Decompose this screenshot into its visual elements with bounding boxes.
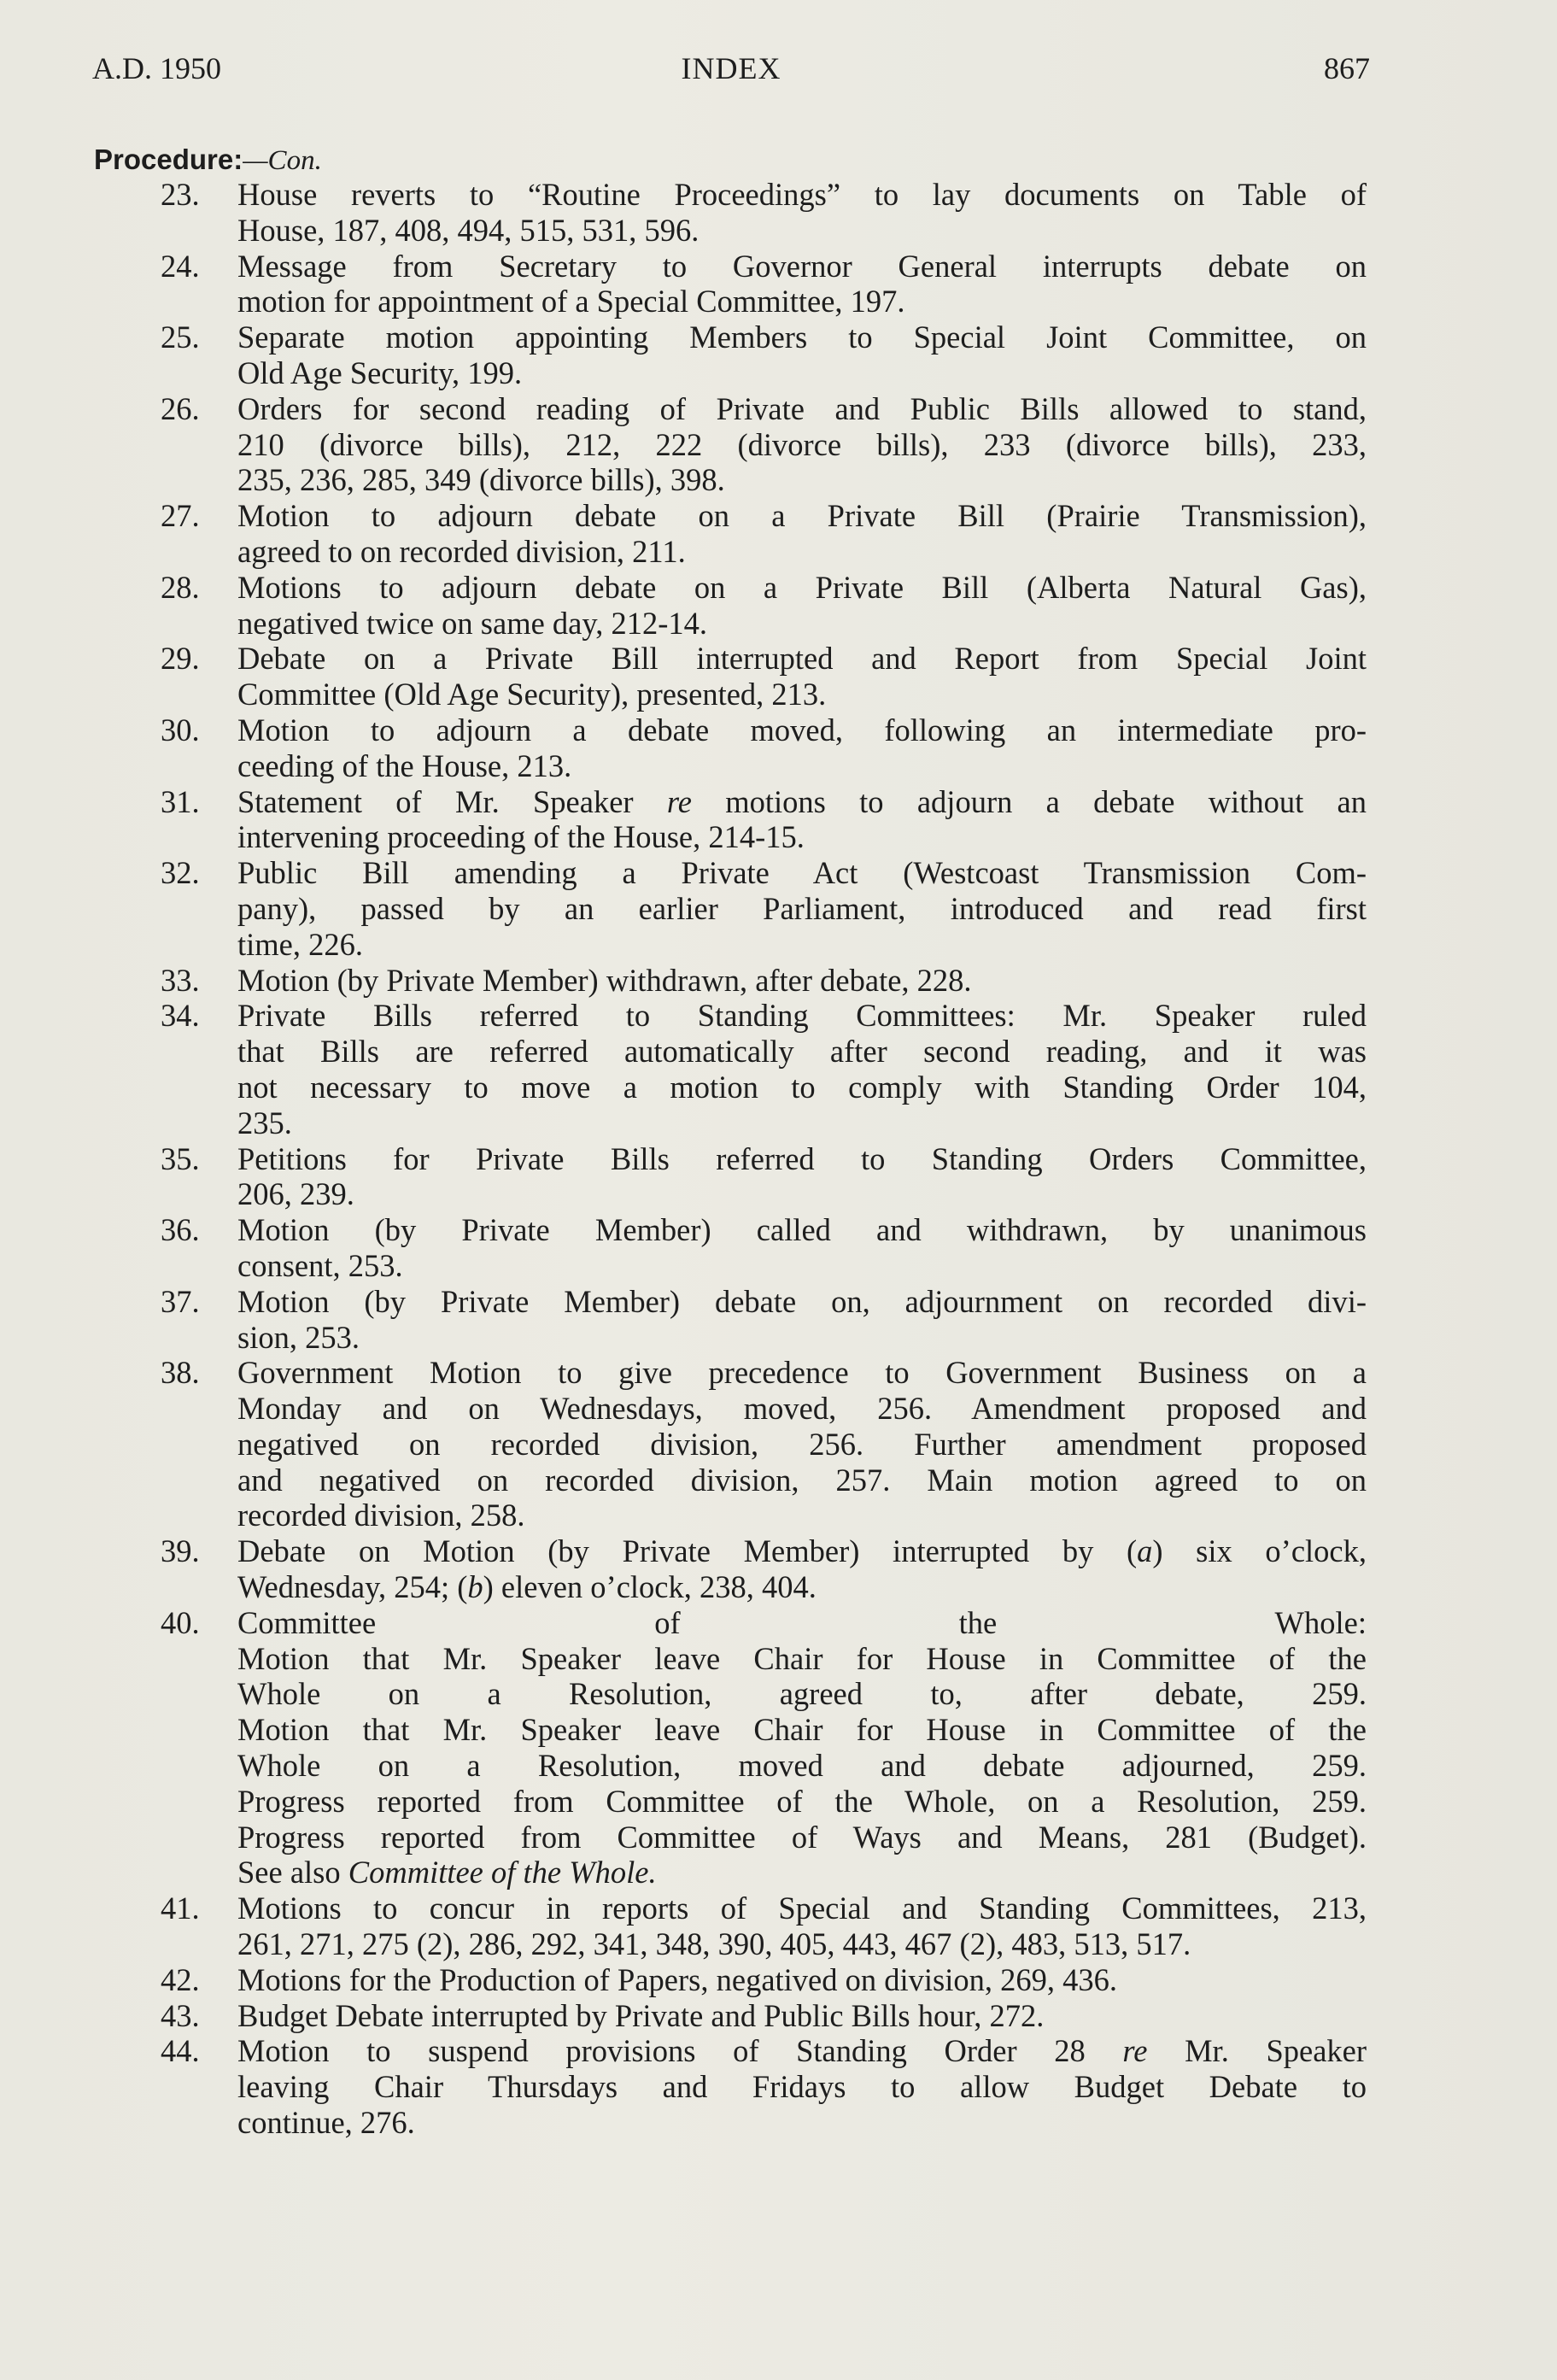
entry-line: not necessary to move a motion to comply with Standing Order 104, [237, 1069, 1367, 1105]
entry-line: Public Bill amending a Private Act (Westcoast Transmission Com- [237, 855, 1367, 891]
entry-number: 39. [161, 1533, 200, 1569]
index-entry [161, 2033, 1367, 2140]
entry-line: 261, 271, 275 (2), 286, 292, 341, 348, 390, 405, 443, 467 (2), 483, 513, 517. [237, 1926, 1191, 1962]
entry-line: Orders for second reading of Private and Public Bills allowed to stand, [237, 390, 1367, 426]
index-entry [161, 1141, 1367, 1213]
index-entry-list [161, 177, 1367, 2141]
entry-line: Statement of Mr. Speaker re motions to adjourn a debate without an [237, 783, 1367, 819]
entry-line: consent, 253. [237, 1247, 403, 1283]
entry-line: Motion that Mr. Speaker leave Chair for House in Committee of the [237, 1640, 1367, 1676]
index-entry [161, 1891, 1367, 1962]
header-title: INDEX [681, 51, 781, 85]
entry-line: Budget Debate interrupted by Private and Public Bills hour, 272. [237, 1997, 1045, 2033]
entry-line: Petitions for Private Bills referred to Standing Orders Committee, [237, 1140, 1367, 1176]
entry-line: negatived twice on same day, 212-14. [237, 605, 708, 641]
index-entry [161, 570, 1367, 642]
entry-line: Motions for the Production of Papers, negatived on division, 269, 436. [237, 1961, 1118, 1997]
entry-line: Motion to adjourn a debate moved, following an intermediate pro- [237, 712, 1367, 747]
entry-number: 26. [161, 390, 200, 426]
entry-number: 29. [161, 641, 200, 677]
entry-line: agreed to on recorded division, 211. [237, 533, 686, 569]
index-entry [161, 319, 1367, 391]
entry-line: negatived on recorded division, 256. Further amendment proposed [237, 1426, 1367, 1462]
entry-line: time, 226. [237, 926, 363, 962]
entry-line: leaving Chair Thursdays and Fridays to allow Budget Debate to [237, 2069, 1367, 2105]
index-entry [161, 177, 1367, 249]
index-entry [161, 391, 1367, 498]
entry-line: Motions to adjourn debate on a Private Bill (Alberta Natural Gas), [237, 569, 1367, 605]
index-entry [161, 1533, 1367, 1605]
entry-line: and negatived on recorded division, 257. Main motion agreed to on [237, 1462, 1367, 1498]
entry-number: 25. [161, 319, 200, 355]
entry-line: Motion (by Private Member) debate on, adjournment on recorded divi- [237, 1283, 1367, 1319]
entry-line: Committee (Old Age Security), presented, 213. [237, 677, 827, 712]
index-entry [161, 1355, 1367, 1533]
index-entry [161, 1998, 1367, 2034]
entry-line: Motion that Mr. Speaker leave Chair for House in Committee of the [237, 1712, 1367, 1748]
entry-line: Progress reported from Committee of the Whole, on a Resolution, 259. [237, 1783, 1367, 1819]
entry-line: House reverts to “Routine Proceedings” to lay documents on Table of [237, 177, 1367, 212]
index-entry [161, 498, 1367, 570]
entry-line: Motions to concur in reports of Special and Standing Committees, 213, [237, 1891, 1367, 1926]
index-entry [161, 784, 1367, 856]
entry-line: Motion to adjourn debate on a Private Bill (Prairie Transmission), [237, 498, 1367, 534]
entry-number: 37. [161, 1283, 200, 1319]
entry-line: 210 (divorce bills), 212, 222 (divorce bills), 233 (divorce bills), 233, [237, 426, 1367, 462]
entry-line: Old Age Security, 199. [237, 355, 523, 390]
entry-line: Progress reported from Committee of Ways and Means, 281 (Budget). [237, 1819, 1367, 1855]
entry-line: 206, 239. [237, 1176, 354, 1212]
entry-line: Debate on Motion (by Private Member) interrupted by (a) six o’clock, [237, 1533, 1367, 1569]
entry-line: Whole on a Resolution, agreed to, after debate, 259. [237, 1676, 1367, 1712]
entry-number: 35. [161, 1140, 200, 1176]
entry-number: 31. [161, 783, 200, 819]
entry-line: House, 187, 408, 494, 515, 531, 596. [237, 212, 699, 248]
index-entry [161, 1212, 1367, 1284]
entry-line: Motion (by Private Member) withdrawn, after debate, 228. [237, 962, 972, 998]
index-entry [161, 998, 1367, 1140]
index-entry [161, 1284, 1367, 1356]
page-number: 867 [1324, 51, 1370, 85]
entry-line: See also Committee of the Whole. [237, 1855, 657, 1891]
entry-line: intervening proceeding of the House, 214-15. [237, 819, 805, 855]
entry-line: Monday and on Wednesdays, moved, 256. Amendment proposed and [237, 1391, 1367, 1427]
entry-number: 34. [161, 998, 200, 1034]
index-entry [161, 641, 1367, 712]
entry-number: 30. [161, 712, 200, 747]
entry-number: 43. [161, 1997, 200, 2033]
entry-line: recorded division, 258. [237, 1498, 525, 1533]
entry-number: 27. [161, 498, 200, 534]
index-entry [161, 963, 1367, 999]
index-entry [161, 1605, 1367, 1891]
index-entry [161, 249, 1367, 320]
entry-line: motion for appointment of a Special Committee, 197. [237, 284, 905, 319]
entry-line: Committee of the Whole: [237, 1604, 1367, 1640]
entry-number: 38. [161, 1355, 200, 1391]
index-entry [161, 855, 1367, 962]
entry-number: 42. [161, 1961, 200, 1997]
entry-line: 235. [237, 1105, 292, 1140]
entry-line: Separate motion appointing Members to Special Joint Committee, on [237, 319, 1367, 355]
index-entry [161, 712, 1367, 784]
entry-line: ceeding of the House, 213. [237, 747, 572, 783]
entry-number: 24. [161, 248, 200, 284]
entry-line: Private Bills referred to Standing Committees: Mr. Speaker ruled [237, 998, 1367, 1034]
entry-number: 41. [161, 1891, 200, 1926]
entry-line: Motion to suspend provisions of Standing Order 28 re Mr. Speaker [237, 2033, 1367, 2069]
running-head [92, 50, 1370, 87]
entry-number: 33. [161, 962, 200, 998]
section-heading [94, 143, 322, 178]
entry-number: 40. [161, 1604, 200, 1640]
entry-number: 32. [161, 855, 200, 891]
entry-line: Debate on a Private Bill interrupted and Report from Special Joint [237, 641, 1367, 677]
entry-line: Wednesday, 254; (b) eleven o’clock, 238, 404. [237, 1569, 817, 1605]
entry-line: Whole on a Resolution, moved and debate adjourned, 259. [237, 1748, 1367, 1784]
entry-number: 23. [161, 177, 200, 212]
section-heading-continued: —Con. [243, 145, 322, 176]
header-year: A.D. 1950 [92, 51, 221, 85]
section-heading-label: Procedure: [94, 144, 243, 175]
entry-line: continue, 276. [237, 2105, 415, 2141]
entry-line: that Bills are referred automatically after second reading, and it was [237, 1034, 1367, 1070]
entry-number: 36. [161, 1212, 200, 1248]
entry-line: Government Motion to give precedence to Government Business on a [237, 1355, 1367, 1391]
entry-line: sion, 253. [237, 1319, 360, 1355]
entry-number: 28. [161, 569, 200, 605]
index-entry [161, 1962, 1367, 1998]
entry-line: Motion (by Private Member) called and withdrawn, by unanimous [237, 1212, 1367, 1248]
entry-line: Message from Secretary to Governor General interrupts debate on [237, 248, 1367, 284]
entry-number: 44. [161, 2033, 200, 2069]
entry-line: pany), passed by an earlier Parliament, introduced and read first [237, 890, 1367, 926]
entry-line: 235, 236, 285, 349 (divorce bills), 398. [237, 462, 725, 498]
